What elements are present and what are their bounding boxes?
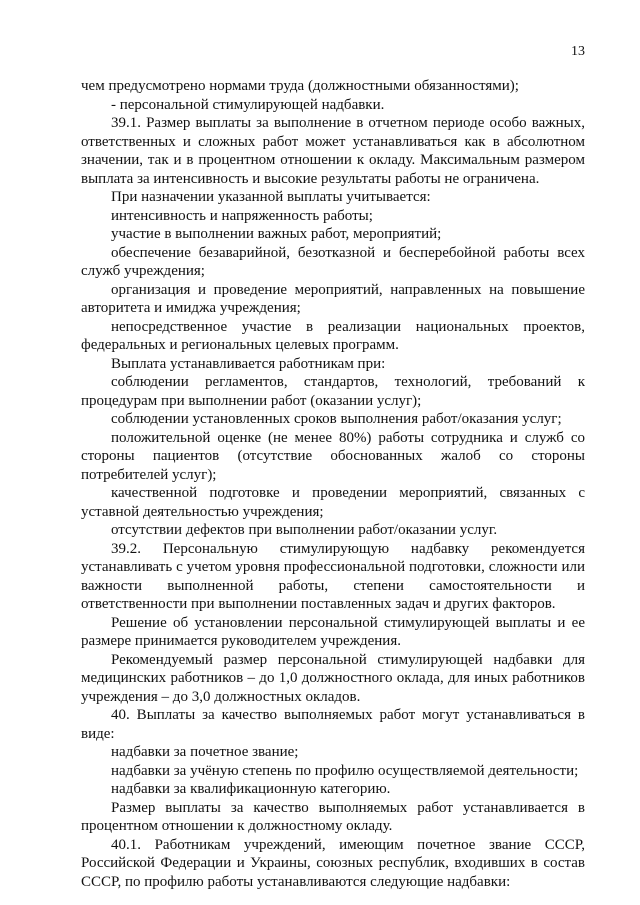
document-body — [81, 77, 585, 891]
paragraph: 40.1. Работникам учреждений, имеющим почетное звание СССР, Российской Федерации и Украины, союзных республик, входивших в состав СССР, по профилю работы устанавливаются следующие надбавки: — [81, 836, 585, 890]
paragraph: надбавки за почетное звание; — [111, 744, 299, 760]
paragraph: 39.2. Персональную стимулирующую надбавку рекомендуется устанавливать с учетом уровня профессиональной подготовки, сложности или важности выполненной работы, степени самостоятельности и ответственности при выполнении поставленных задач и других факторов. — [81, 540, 585, 612]
page-number: 13 — [571, 44, 585, 59]
paragraph: качественной подготовке и проведении мероприятий, связанных с уставной деятельностью учреждения; — [81, 485, 585, 520]
paragraph: Размер выплаты за качество выполняемых работ устанавливается в процентном отношении к должностному окладу. — [81, 799, 585, 834]
paragraph: надбавки за квалификационную категорию. — [111, 781, 391, 797]
paragraph: положительной оценке (не менее 80%) работы сотрудника и служб со стороны пациентов (отсутствие обоснованных жалоб со стороны потребителей услуг); — [81, 429, 585, 483]
paragraph: организация и проведение мероприятий, направленных на повышение авторитета и имиджа учреждения; — [81, 281, 585, 316]
paragraph: отсутствии дефектов при выполнении работ/оказании услуг. — [111, 522, 498, 538]
paragraph: интенсивность и напряженность работы; — [111, 207, 373, 224]
paragraph: 40. Выплаты за качество выполняемых работ могут устанавливаться в виде: — [81, 707, 585, 742]
paragraph: соблюдении регламентов, стандартов, технологий, требований к процедурам при выполнении работ (оказании услуг); — [81, 374, 585, 409]
paragraph: 39.1. Размер выплаты за выполнение в отчетном периоде особо важных, ответственных и сложных работ может устанавливаться как в абсолютном значении, так и в процентном отношении к окладу. Максимальным размером выплата за интенсивность и высокие результаты работы не ограничена. — [81, 115, 585, 187]
paragraph: обеспечение безаварийной, безотказной и бесперебойной работы всех служб учреждения; — [81, 244, 585, 279]
paragraph: надбавки за учёную степень по профилю осуществляемой деятельности; — [111, 762, 579, 779]
paragraph: чем предусмотрено нормами труда (должностными обязанностями); — [81, 78, 519, 94]
paragraph: участие в выполнении важных работ, мероприятий; — [111, 226, 442, 242]
paragraph: Решение об установлении персональной стимулирующей выплаты и ее размере принимается руководителем учреждения. — [81, 614, 585, 649]
paragraph: непосредственное участие в реализации национальных проектов, федеральных и региональных целевых программ. — [81, 318, 585, 353]
paragraph: При назначении указанной выплаты учитывается: — [111, 189, 431, 205]
paragraph: соблюдении установленных сроков выполнения работ/оказания услуг; — [111, 411, 562, 427]
paragraph: - персональной стимулирующей надбавки. — [111, 96, 385, 113]
paragraph: Выплата устанавливается работникам при: — [111, 355, 386, 372]
paragraph: Рекомендуемый размер персональной стимулирующей надбавки для медицинских работников – до 1,0 должностного оклада, для иных работников учреждения – до 3,0 должностных окладов. — [81, 651, 585, 705]
